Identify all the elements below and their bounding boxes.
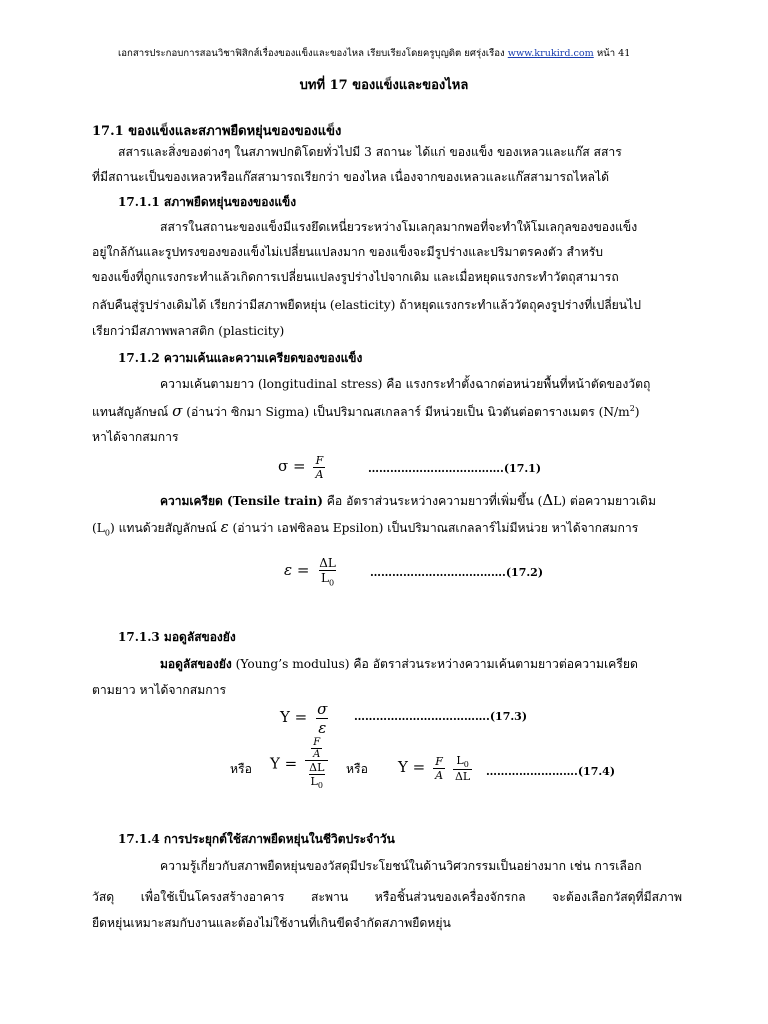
equation-number: ……………………………….(17.1) xyxy=(368,462,542,475)
equation-17-4a: Y = $\frac{\frac{F}{A}}{\frac{\Delta L}{L_0}}$ xyxy=(270,737,328,790)
paragraph-line: วัสดุ เพื่อใช้เป็นโครงสร้างอาคาร สะพาน หรือชิ้นส่วนของเครื่องจักรกล จะต้องเลือกวัสดุที่มีสภาพ xyxy=(92,890,682,904)
chapter-title: บทที่ 17 ของแข็งและของไหล xyxy=(299,78,469,93)
section-17-1-heading: 17.1 ของแข็งและสภาพยืดหยุ่นของของแข็ง xyxy=(92,124,342,139)
paragraph-line: $(L_0)$ แทนด้วยสัญลักษณ์ ε (อ่านว่า เอฟซิลอน Epsilon) เป็นปริมาณสเกลลาร์ไม่มีหน่วย หาได้จากสมการ xyxy=(92,518,639,538)
equation-17-3: Y = $\frac{\sigma}{\varepsilon}$ xyxy=(280,700,328,737)
equation-17-2: ε = $\frac{\Delta L}{L_0}$ xyxy=(284,556,336,588)
paragraph-line: แทนสัญลักษณ์ σ (อ่านว่า ซิกมา Sigma) เป็นปริมาณสเกลลาร์ มีหน่วยเป็น นิวตันต่อตารางเมตร $(N/m^2)$ xyxy=(92,402,640,420)
paragraph-line: ที่มีสถานะเป็นของเหลวหรือแก๊สสามารถเรียกว่า ของไหล เนื่องจากของเหลวและแก๊สสามารถไหลได้ xyxy=(92,170,610,184)
page-header xyxy=(118,46,630,61)
paragraph-line: หาได้จากสมการ xyxy=(92,430,179,444)
section-17-1-2-heading: 17.1.2 ความเค้นและความเครียดของของแข็ง xyxy=(118,351,363,365)
paragraph-line: สสารและสิ่งของต่างๆ ในสภาพปกติโดยทั่วไปมี 3 สถานะ ได้แก่ ของแข็ง ของเหลวและแก๊ส สสาร xyxy=(118,145,622,159)
equation-number: …………………….(17.4) xyxy=(486,765,616,778)
paragraph-line: มอดูลัสของยัง (Young’s modulus) คือ อัตราส่วนระหว่างความเค้นตามยาวต่อความเครียด xyxy=(160,657,638,671)
section-17-1-3-heading: 17.1.3 มอดูลัสของยัง xyxy=(118,630,236,644)
paragraph-line: ของแข็งที่ถูกแรงกระทำแล้วเกิดการเปลี่ยนแปลงรูปร่างไปจากเดิม และเมื่อหยุดแรงกระทำวัตถุสามารถ xyxy=(92,270,619,284)
header-text: เอกสารประกอบการสอนวิชาฟิสิกส์เรื่องของแข็งและของไหล เรียบเรียงโดยครูบุญดิต ยศรุ่งเรือง xyxy=(118,48,505,59)
section-17-1-4-heading: 17.1.4 การประยุกต์ใช้สภาพยืดหยุ่นในชีวิตประจำวัน xyxy=(118,832,395,846)
section-17-1-1-heading: 17.1.1 สภาพยืดหยุ่นของของแข็ง xyxy=(118,195,297,209)
equation-17-4b: Y = $\frac{F}{A}$ $\frac{L_0}{\Delta L}$ xyxy=(398,754,471,784)
paragraph-line: อยู่ใกล้กันและรูปทรงของของแข็งไม่เปลี่ยนแปลงมาก ของแข็งจะมีรูปร่างและปริมาตรคงตัว สำหรับ xyxy=(92,245,604,259)
equation-17-1: σ = $\frac{F}{A}$ xyxy=(278,454,324,481)
young-term: มอดูลัสของยัง xyxy=(160,657,232,671)
equation-number: ……………………………….(17.3) xyxy=(354,710,528,723)
equation-number: ……………………………….(17.2) xyxy=(370,566,544,579)
paragraph-line: ยืดหยุ่นเหมาะสมกับงานและต้องไม่ใช้งานที่เกินขีดจำกัดสภาพยืดหยุ่น xyxy=(92,916,451,930)
paragraph-line: กลับคืนสู่รูปร่างเดิมได้ เรียกว่ามีสภาพยืดหยุ่น (elasticity) ถ้าหยุดแรงกระทำแล้ววัตถุคงรูปร่างที่เปลี่ยนไป xyxy=(92,298,642,312)
paragraph-line: สสารในสถานะของแข็งมีแรงยึดเหนี่ยวระหว่างโมเลกุลมากพอที่จะทำให้โมเลกุลของของแข็ง xyxy=(160,220,638,234)
paragraph-line: ความเครียด (Tensile train) คือ อัตราส่วนระหว่างความยาวที่เพิ่มขึ้น (ΔL) ต่อความยาวเดิม xyxy=(160,491,656,509)
paragraph-line: ความเค้นตามยาว (longitudinal stress) คือ แรงกระทำตั้งฉากต่อหน่วยพื้นที่หน้าตัดของวัตถุ xyxy=(160,377,651,391)
epsilon-symbol: ε xyxy=(220,518,229,536)
page-number: หน้า 41 xyxy=(596,48,631,59)
sigma-symbol: σ xyxy=(172,402,183,420)
paragraph-line: ความรู้เกี่ยวกับสภาพยืดหยุ่นของวัสดุมีประโยชน์ในด้านวิศวกรรมเป็นอย่างมาก เช่น การเลือก xyxy=(160,859,642,873)
strain-term: ความเครียด (Tensile train) xyxy=(160,494,323,508)
header-link[interactable]: www.krukird.com xyxy=(507,48,594,59)
paragraph-line: ตามยาว หาได้จากสมการ xyxy=(92,683,227,697)
or-label: หรือ xyxy=(346,762,368,776)
or-label: หรือ xyxy=(230,762,252,776)
paragraph-line: เรียกว่ามีสภาพพลาสติก (plasticity) xyxy=(92,324,285,338)
